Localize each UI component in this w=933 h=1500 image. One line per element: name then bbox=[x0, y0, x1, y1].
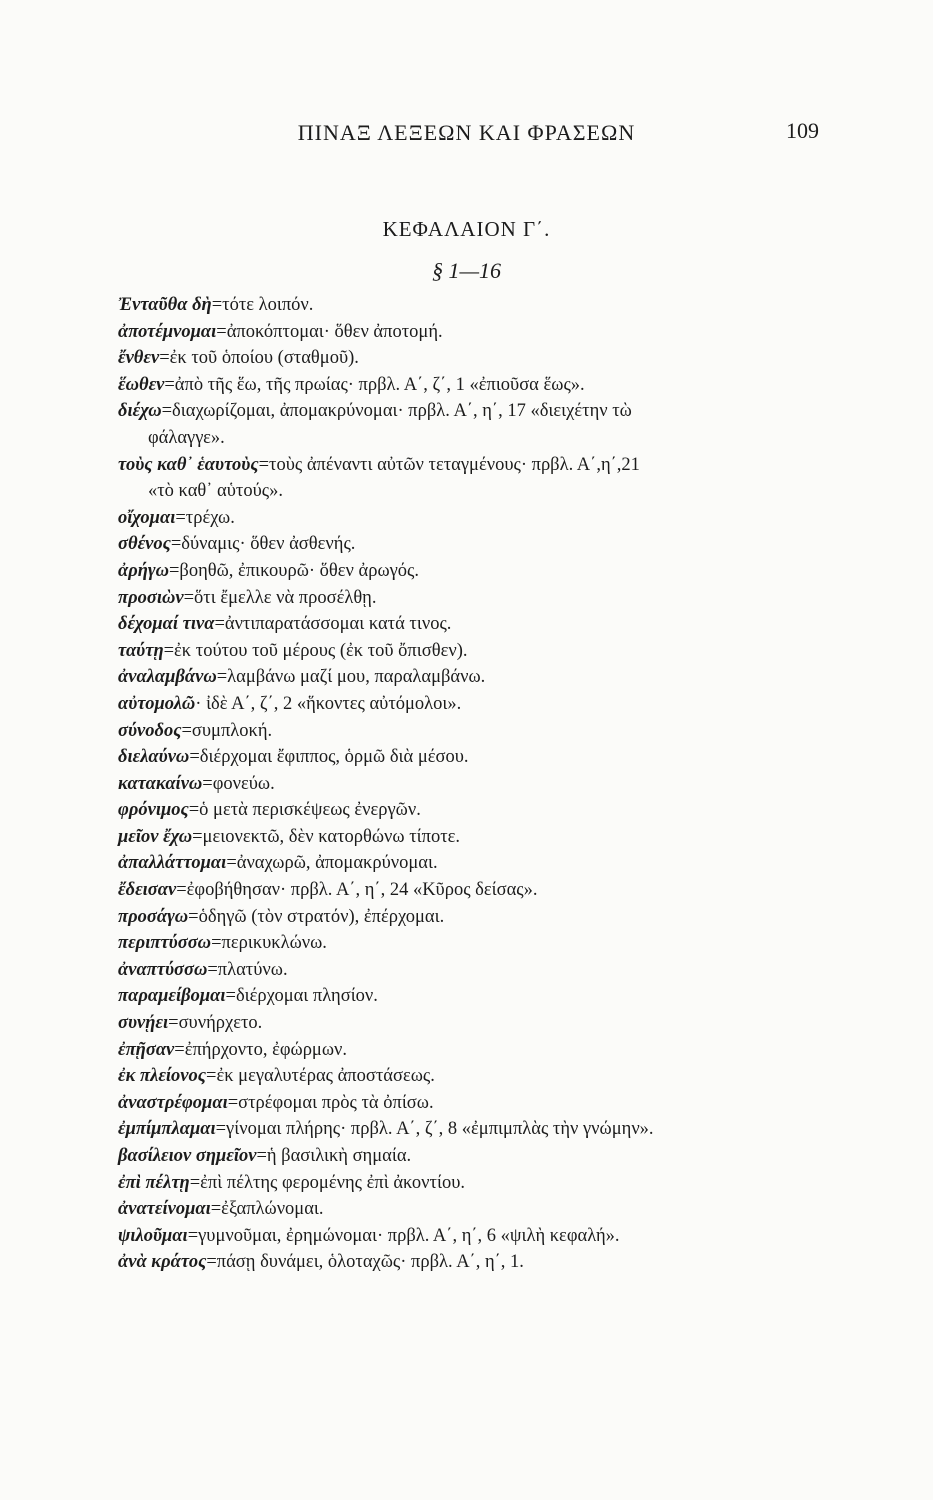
entry-definition: =διέρχομαι πλησίον. bbox=[225, 986, 378, 1007]
entry-definition: =ἐκ μεγαλυτέρας ἀποστάσεως. bbox=[206, 1066, 435, 1087]
glossary-entry bbox=[118, 1223, 858, 1250]
glossary-entry bbox=[118, 531, 858, 558]
entry-term: ἀνατείνομαι bbox=[118, 1199, 211, 1220]
entry-term: δέχομαί τινα bbox=[118, 614, 215, 635]
glossary-entry bbox=[118, 957, 858, 984]
entry-term: ἀπαλλάττομαι bbox=[118, 853, 227, 874]
entry-term: ἕωθεν bbox=[118, 374, 165, 395]
glossary-entry bbox=[118, 398, 858, 451]
glossary-entry bbox=[118, 691, 858, 718]
entry-term: ἐπῇσαν bbox=[118, 1039, 175, 1060]
entry-term: ψιλοῦμαι bbox=[118, 1225, 188, 1246]
glossary-entry bbox=[118, 797, 858, 824]
entry-term: διελαύνω bbox=[118, 747, 190, 768]
glossary-entry bbox=[118, 585, 858, 612]
page-number: 109 bbox=[786, 118, 819, 143]
entry-term: σθένος bbox=[118, 534, 171, 555]
entry-term: διέχω bbox=[118, 401, 162, 422]
glossary-entry bbox=[118, 319, 858, 346]
entry-definition: =ὁ μετὰ περισκέψεως ἐνεργῶν. bbox=[188, 800, 421, 821]
entry-term: μεῖον ἔχω bbox=[118, 826, 193, 847]
glossary-entries bbox=[118, 292, 858, 1276]
entry-term: βασίλειον σημεῖον bbox=[118, 1146, 257, 1166]
entry-term: προσάγω bbox=[118, 906, 189, 927]
glossary-entry bbox=[118, 1170, 858, 1197]
entry-definition: =ἐκ τοῦ ὁποίου (σταθμοῦ). bbox=[159, 348, 359, 369]
entry-definition: =βοηθῶ, ἐπικουρῶ· ὅθεν ἀρωγός. bbox=[169, 560, 420, 581]
entry-term: κατακαίνω bbox=[118, 773, 203, 794]
entry-definition: =ἀναχωρῶ, ἀπομακρύνομαι. bbox=[226, 853, 438, 874]
entry-term: συνῄει bbox=[118, 1013, 169, 1034]
entry-term: ἐμπίμπλαμαι bbox=[118, 1119, 216, 1140]
glossary-entry bbox=[118, 452, 858, 505]
entry-term: ταύτῃ bbox=[118, 640, 164, 661]
glossary-entry bbox=[118, 983, 858, 1010]
entry-definition: =πάσῃ δυνάμει, ὁλοταχῶς· πρβλ. Α΄, η΄, 1. bbox=[206, 1252, 524, 1273]
entry-definition: =στρέφομαι πρὸς τὰ ὀπίσω. bbox=[227, 1092, 434, 1113]
glossary-entry bbox=[118, 345, 858, 372]
entry-definition: =γίνομαι πλήρης· πρβλ. Α΄, ζ΄, 8 «ἐμπιμπλὰς τὴν γνώμην». bbox=[215, 1119, 654, 1140]
entry-definition: =περικυκλώνω. bbox=[211, 933, 327, 954]
entry-term: οἴχομαι bbox=[118, 507, 176, 528]
entry-definition: =ἐπὶ πέλτης φερομένης ἐπὶ ἀκοντίου. bbox=[189, 1172, 465, 1193]
entry-term: τοὺς καθ᾽ ἑαυτοὺς bbox=[118, 454, 259, 475]
entry-term: σύνοδος bbox=[118, 720, 182, 741]
glossary-entry bbox=[118, 1037, 858, 1064]
entry-term: περιπτύσσω bbox=[118, 933, 212, 954]
glossary-entry bbox=[118, 1249, 858, 1276]
entry-definition: =συνήρχετο. bbox=[168, 1013, 263, 1034]
entry-continuation: «τὸ καθ᾽ αὑτούς». bbox=[148, 481, 283, 502]
entry-definition: =ἡ βασιλικὴ σημαία. bbox=[256, 1146, 412, 1166]
entry-definition: =συμπλοκή. bbox=[181, 720, 273, 741]
entry-definition: =ἐκ τούτου τοῦ μέρους (ἐκ τοῦ ὄπισθεν). bbox=[163, 640, 468, 661]
entry-definition: =ἐπήρχοντο, ἐφώρμων. bbox=[174, 1039, 348, 1060]
glossary-entry bbox=[118, 771, 858, 798]
glossary-entry bbox=[118, 292, 858, 319]
entry-definition: =ὁδηγῶ (τὸν στρατόν), ἐπέρχομαι. bbox=[188, 906, 445, 927]
entry-term: ἐκ πλείονος bbox=[118, 1066, 207, 1087]
chapter-title: ΚΕΦΑΛΑΙΟΝ Γ΄. bbox=[382, 217, 551, 241]
entry-definition: =δύναμις· ὅθεν ἀσθενής. bbox=[170, 534, 356, 555]
entry-definition: =διέρχομαι ἔφιππος, ὁρμῶ διὰ μέσου. bbox=[189, 747, 469, 768]
entry-term: προσιὼν bbox=[118, 587, 184, 608]
glossary-entry bbox=[118, 877, 858, 904]
entry-continuation: φάλαγγε». bbox=[148, 427, 225, 448]
entry-definition: =λαμβάνω μαζί μου, παραλαμβάνω. bbox=[216, 667, 486, 688]
entry-term: ἔδεισαν bbox=[118, 880, 177, 901]
entry-definition: =ἀντιπαρατάσσομαι κατά τινος. bbox=[214, 614, 452, 635]
entry-definition: =ὅτι ἔμελλε νὰ προσέλθῃ. bbox=[183, 587, 377, 608]
glossary-entry bbox=[118, 718, 858, 745]
section-heading: § 1—16 bbox=[431, 258, 502, 283]
entry-term: ἀναστρέφομαι bbox=[118, 1092, 228, 1113]
glossary-entry bbox=[118, 850, 858, 877]
glossary-entry bbox=[118, 638, 858, 665]
entry-definition: =διαχωρίζομαι, ἀπομακρύνομαι· πρβλ. Α΄, η΄, 17 «διειχέτην τὼ bbox=[161, 401, 632, 422]
glossary-entry bbox=[118, 664, 858, 691]
entry-term: ἀνὰ κράτος bbox=[118, 1252, 207, 1273]
entry-term: ἀποτέμνομαι bbox=[118, 321, 217, 342]
entry-definition: · ἰδὲ Α΄, ζ΄, 2 «ἥκοντες αὐτόμολοι». bbox=[195, 693, 462, 714]
glossary-entry bbox=[118, 744, 858, 771]
entry-definition: =μειονεκτῶ, δὲν κατορθώνω τίποτε. bbox=[192, 826, 461, 847]
entry-term: ἀναλαμβάνω bbox=[118, 667, 217, 688]
entry-definition: =ἀποκόπτομαι· ὅθεν ἀποτομή. bbox=[216, 321, 443, 342]
entry-definition: =φονεύω. bbox=[202, 773, 275, 794]
glossary-entry bbox=[118, 611, 858, 638]
entry-term: παραμείβομαι bbox=[118, 986, 226, 1007]
glossary-entry bbox=[118, 1063, 858, 1090]
entry-definition: =ἐφοβήθησαν· πρβλ. Α΄, η΄, 24 «Κῦρος δείσας». bbox=[176, 880, 538, 901]
glossary-entry bbox=[118, 372, 858, 399]
glossary-entry bbox=[118, 930, 858, 957]
glossary-entry bbox=[118, 558, 858, 585]
glossary-entry bbox=[118, 1196, 858, 1223]
entry-term: ἐπὶ πέλτῃ bbox=[118, 1172, 190, 1193]
entry-term: ἔνθεν bbox=[118, 348, 160, 369]
glossary-entry bbox=[118, 1090, 858, 1117]
entry-definition: =τοὺς ἀπέναντι αὐτῶν τεταγμένους· πρβλ. Α΄,η΄,21 bbox=[258, 454, 640, 475]
entry-term: φρόνιμος bbox=[118, 800, 189, 821]
running-head: ΠΙΝΑΞ ΛΕΞΕΩΝ ΚΑΙ ΦΡΑΣΕΩΝ bbox=[297, 120, 636, 145]
glossary-entry bbox=[118, 505, 858, 532]
glossary-entry bbox=[118, 1116, 858, 1143]
glossary-entry bbox=[118, 904, 858, 931]
entry-term: ἀρήγω bbox=[118, 560, 169, 581]
entry-definition: =πλατύνω. bbox=[207, 959, 288, 980]
glossary-entry bbox=[118, 824, 858, 851]
glossary-entry bbox=[118, 1010, 858, 1037]
entry-definition: =ἐξαπλώνομαι. bbox=[210, 1199, 324, 1220]
entry-definition: =τρέχω. bbox=[175, 507, 235, 528]
entry-definition: =ἀπὸ τῆς ἕω, τῆς πρωίας· πρβλ. Α΄, ζ΄, 1 «ἐπιοῦσα ἕως». bbox=[164, 374, 585, 395]
entry-definition: =γυμνοῦμαι, ἐρημώνομαι· πρβλ. Α΄, η΄, 6 «ψιλὴ κεφαλή». bbox=[187, 1225, 620, 1246]
entry-term: Ἐνταῦθα δὴ bbox=[118, 295, 212, 315]
entry-definition: =τότε λοιπόν. bbox=[211, 295, 314, 315]
entry-term: αὐτομολῶ bbox=[118, 693, 196, 714]
glossary-entry bbox=[118, 1143, 858, 1170]
entry-term: ἀναπτύσσω bbox=[118, 959, 208, 980]
